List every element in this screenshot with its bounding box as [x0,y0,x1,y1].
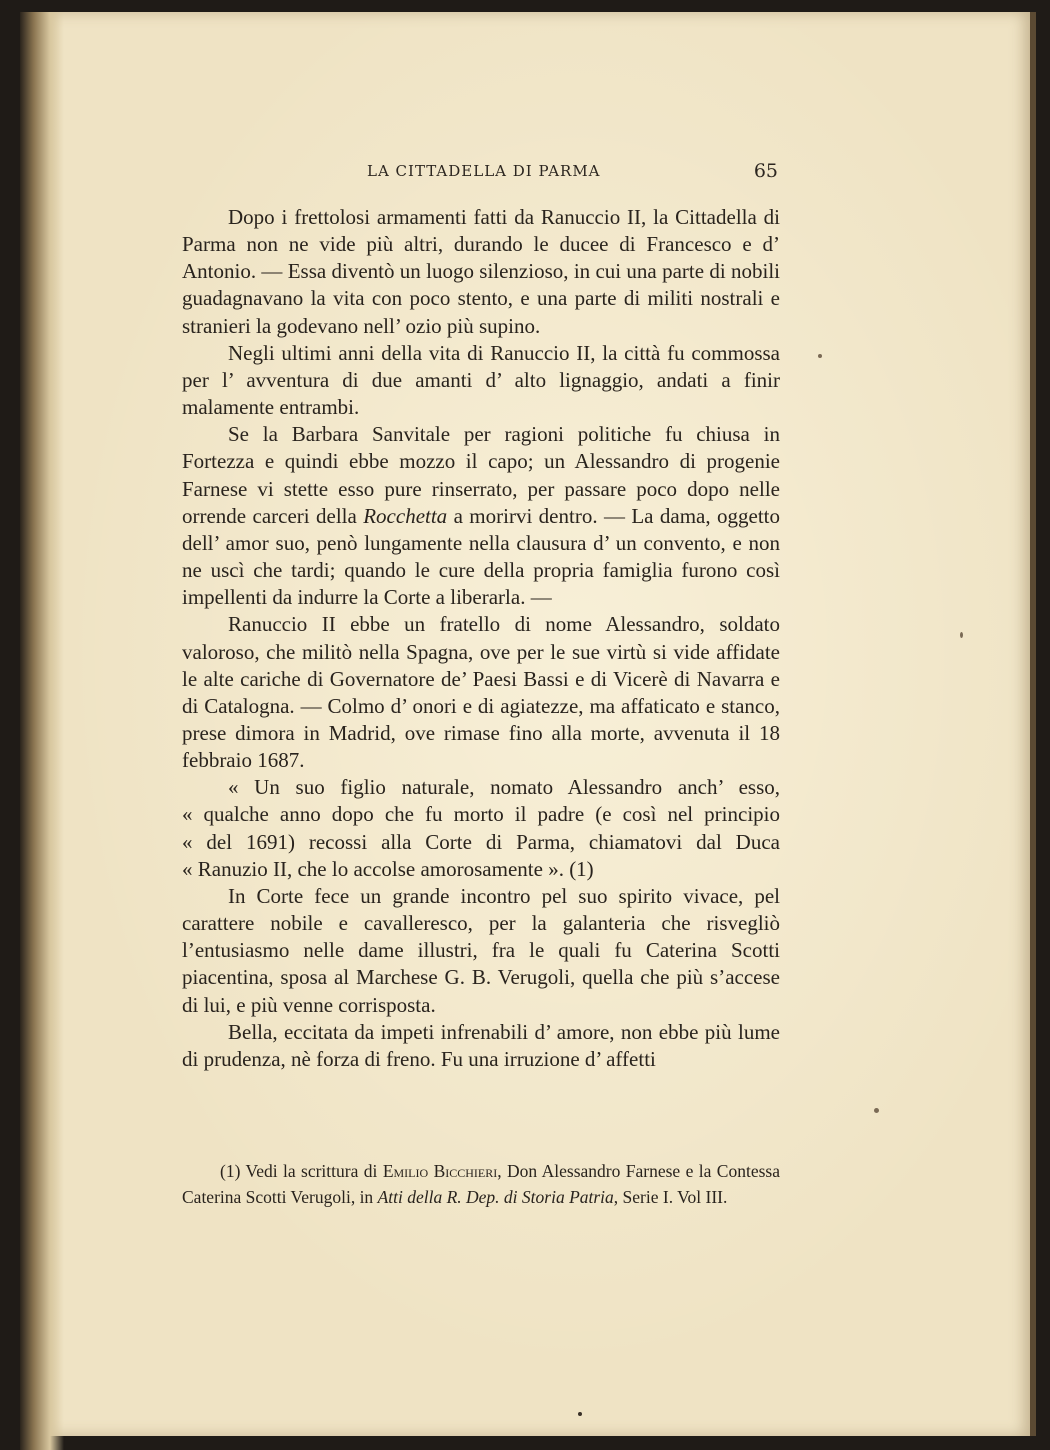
paper-speck [578,1412,582,1416]
quote-line: « Ranuzio II, che lo accolse amorosamente ». (1) [182,856,594,881]
paragraph-4: Ranuccio II ebbe un fratello di nome Alessandro, soldato valoroso, che militò nella Spagna, ove per le sue virtù si vide affidate le alte cariche di Governatore de’ Paesi Bassi e di Vicerè di Navarra e di Catalogna. — Colmo d’ onori e di agiatezze, ma affaticato e stanco, prese dimora in Madrid, ove rimase fino alla morte, avvenuta il 18 febbraio 1687. [182,612,780,773]
paragraph-6: Bella, eccitata da impeti infrenabili d’ amore, non ebbe più lume di prudenza, nè forza di freno. Fu una irruzione d’ affetti [182,1019,780,1071]
paragraph-3-text-a: Se la Barbara Sanvitale per ragioni politiche fu chiusa in Fortezza e quindi ebbe mozzo il capo; un Alessandro di progenie Farnese vi stette esso pure rinserrato, per passare poco dopo nelle orrende carceri della [182,422,780,528]
paragraph-3 [182,421,780,611]
paper-speck [818,354,822,358]
quotation [182,774,780,883]
paragraph-3-text-b: a morirvi dentro. — La dama, oggetto dell’ amor suo, penò lungamente nella clausura d’ un convento, e non ne uscì che tardi; quando le cure della propria famiglia furono così impellenti da indurre la Corte a liberarla. — [182,503,780,610]
footnote-1-lead: (1) Vedi la scrittura di [220,1161,378,1181]
quote-line: « qualche anno dopo che fu morto il padre (e così nel principio [182,802,780,827]
running-title: LA CITTADELLA DI PARMA [367,162,601,180]
page-number: 65 [753,160,778,182]
paragraph-1: Dopo i frettolosi armamenti fatti da Ranuccio II, la Cittadella di Parma non ne vide più altri, durando le ducee di Francesco e d’ Antonio. — Essa diventò un luogo silenzioso, in cui una parte di nobili guadagnavano la vita con poco stento, e una parte di militi nostrali e stranieri la godevano nell’ ozio più supino. [182,205,780,338]
footnotes [182,1158,780,1210]
footnote-1-series: , Serie I. Vol III. [613,1187,728,1207]
paragraph-2: Negli ultimi anni della vita di Ranuccio II, la città fu commossa per l’ avventura di due amanti d’ alto lignaggio, andati a finir malamente entrambi. [182,340,780,420]
footnote-1-title: , Don Alessandro Farnese e la Contessa Caterina Scotti Verugoli, in [182,1161,781,1207]
paragraph-5: In Corte fece un grande incontro pel suo spirito vivace, pel carattere nobile e cavalleresco, per la galanteria che risvegliò l’entusiasmo nelle dame illustri, fra le quali fu Caterina Scotti piacentina, sposa al Marchese G. B. Verugoli, quella che più s’accese di lui, e più venne corrisposta. [182,883,780,1017]
body-text [182,204,780,1073]
quote-line: « Un suo figlio naturale, nomato Alessandro anch’ esso, [228,775,780,800]
running-head [182,160,780,184]
quote-line: « del 1691) recossi alla Corte di Parma, chiamatovi dal Duca [182,829,780,854]
page-edge [1030,12,1036,1436]
book-spine-shadow [20,12,64,1450]
paper-speck [960,632,963,638]
paper-speck [874,1108,879,1113]
paragraph-3-italic: Rocchetta [363,503,448,528]
footnote-1-author: Emilio Bicchieri [382,1161,498,1181]
footnote-1-journal: Atti della R. Dep. di Storia Patria [377,1187,614,1207]
footnote-1 [182,1158,780,1210]
